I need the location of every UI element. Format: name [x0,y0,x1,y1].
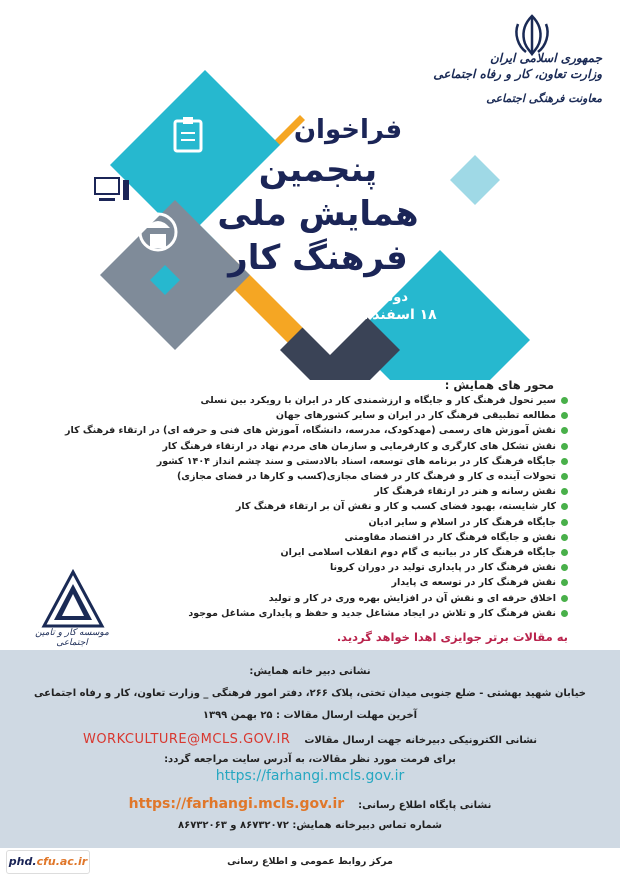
topic-item [48,454,568,469]
topic-item [48,499,568,514]
bullet-icon [561,534,568,541]
event-weekday: دوشنبه [361,290,409,305]
topic-text: نقش فرهنگ کار در پایداری تولید در دوران کرونا [329,562,556,574]
topic-text: جایگاه فرهنگ کار در بیانیه ی گام دوم انقلاب اسلامی ایران [280,547,556,559]
institute-name: موسسه کار و تامین اجتماعی [35,628,109,648]
watermark [6,850,90,874]
bullet-icon [561,595,568,602]
topic-text: نقش رسانه و هنر در ارتقاء فرهنگ کار [374,486,556,498]
bullet-icon [561,579,568,586]
topic-item [48,515,568,530]
topic-item [48,439,568,454]
topic-text: نقش تشکل های کارگری و کارفرمایی و سازمان های مردم نهاد در ارتقاء فرهنگ کار [162,440,556,452]
deadline: آخرین مهلت ارسال مقالات : ۲۵ بهمن ۱۳۹۹ [202,710,418,721]
topic-item [48,484,568,499]
prize-note: به مقالات برتر جوایزی اهدا خواهد گردید. [336,630,568,644]
topic-item [48,560,568,575]
topics-list [48,377,568,621]
bullet-icon [561,412,568,419]
topic-text: جایگاه فرهنگ کار در برنامه های توسعه، اسناد بالادستی و سند چشم انداز ۱۴۰۴ کشور [156,455,556,467]
event-date [330,290,440,324]
topic-text: نقش آموزش های رسمی (مهدکودک، مدرسه، دانشگاه، آموزش های فنی و حرفه ای) در ارتقاء فرهنگ کار [65,425,556,437]
topic-item [48,606,568,621]
topic-text: نقش فرهنگ کار در توسعه ی پایدار [391,577,556,589]
header-line-3: معاونت فرهنگی اجتماعی [486,92,602,105]
topic-text: اخلاق حرفه ای و نقش آن در افزایش بهره وری در کار و تولید [268,592,556,604]
secretariat-address: خیابان شهید بهشتی - ضلع جنوبی میدان تختی، پلاک ۲۶۶، دفتر امور فرهنگی _ وزارت تعاون، کار و رفاه اجتماعی [34,688,586,699]
bullet-icon [561,519,568,526]
computer-icon [95,178,129,201]
format-url-link[interactable]: https://farhangi.mcls.gov.ir [215,768,405,784]
bullet-icon [561,503,568,510]
info-panel [0,650,620,848]
title-line-2: پنجمین [258,150,378,190]
topic-item [48,393,568,408]
topic-text: نقش و جایگاه فرهنگ کار در اقتصاد مقاومتی [344,531,556,543]
bullet-icon [561,610,568,617]
format-label: برای فرمت مورد نظر مقالات، به آدرس سایت مراجعه گردد: [164,754,456,765]
topic-text: نقش فرهنگ کار و تلاش در ایجاد مشاغل جدید و حفظ و پایداری مشاغل موجود [188,607,556,619]
bullet-icon [561,549,568,556]
title-line-4: فرهنگ کار [228,238,408,278]
topics-heading: محور های همایش : [444,378,554,392]
topic-item [48,408,568,423]
topic-text: مطالعه تطبیقی فرهنگ کار در ایران و سایر کشورهای جهان [275,410,556,422]
info-panel-content [0,650,620,848]
bullet-icon [561,564,568,571]
title-line-1: فراخوان [293,115,403,145]
topic-text: تحولات آینده ی کار و فرهنگ کار در فضای مجازی(کسب و کارها در فضای مجازی) [176,471,556,483]
topic-text: جایگاه فرهنگ کار در اسلام و سایر ادیان [368,516,556,528]
bullet-icon [561,443,568,450]
topic-item [48,530,568,545]
topic-item [48,545,568,560]
email-row [0,732,620,747]
secretariat-label: نشانی دبیر خانه همایش: [249,666,371,677]
header-line-2: وزارت تعاون، کار و رفاه اجتماعی [433,67,602,81]
watermark-brand: cfu.ac.ir [36,855,88,868]
bullet-icon [561,488,568,495]
phones: شماره تماس دبیرخانه همایش: ۸۶۷۳۲۰۷۲ و ۸۶۷۳۲۰۶۳ [178,820,442,831]
bullet-icon [561,458,568,465]
bullet-icon [561,427,568,434]
small-diamond-right [450,155,500,205]
title-line-3: همایش ملی [217,194,419,234]
portal-label: نشانی پایگاه اطلاع رسانی: [358,800,492,811]
footer-text: مرکز روابط عمومی و اطلاع رسانی [227,856,393,867]
topic-item [48,575,568,590]
event-date-value: ۱۸ اسفند ۱۳۹۹ [333,307,437,323]
topic-text: سیر تحول فرهنگ کار و جایگاه و ارزشمندی کار در ایران با رویکرد بین نسلی [200,395,556,406]
bullet-icon [561,473,568,480]
email-label: نشانی الکترونیکی دبیرخانه جهت ارسال مقالات [304,735,538,746]
bullet-icon [561,397,568,404]
email-link[interactable]: WORKCULTURE@MCLS.GOV.IR [82,732,291,747]
topic-item [48,469,568,484]
portal-row [0,796,620,812]
watermark-prefix: phd. [8,855,37,868]
event-title [188,112,448,280]
header-line-1: جمهوری اسلامی ایران [489,51,602,65]
topic-item [48,423,568,438]
topic-item [48,591,568,606]
portal-url-link[interactable]: https://farhangi.mcls.gov.ir [128,796,345,812]
topic-text: کار شایسته، بهبود فضای کسب و کار و نقش آن بر ارتقاء فرهنگ کار [235,501,556,513]
